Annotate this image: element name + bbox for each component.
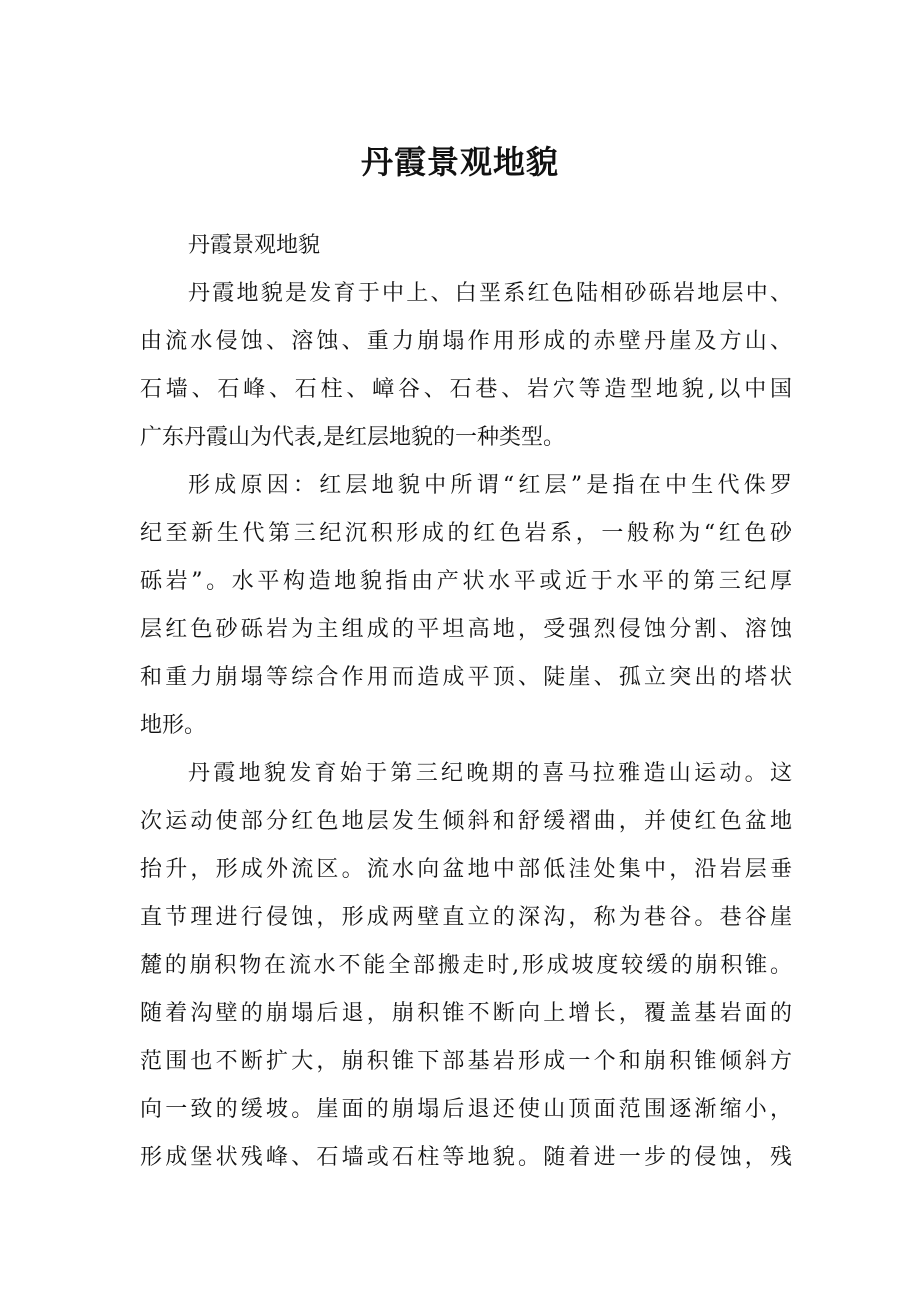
text-line: 直节理进行侵蚀，形成两壁直立的深沟，称为巷谷。巷谷崖: [140, 905, 792, 930]
text-line: 向一致的缓坡。崖面的崩塌后退还使山顶面范围逐渐缩小，: [140, 1097, 792, 1122]
text-line: 次运动使部分红色地层发生倾斜和舒缓褶曲，并使红色盆地: [140, 809, 792, 834]
text-line: 范围也不断扩大，崩积锥下部基岩形成一个和崩积锥倾斜方: [140, 1049, 792, 1074]
text-line: 地形。: [140, 713, 207, 738]
text-line: 层红色砂砾岩为主组成的平坦高地，受强烈侵蚀分割、溶蚀: [140, 617, 792, 642]
document-title: 丹霞景观地貌: [360, 143, 559, 181]
text-line: 随着沟壁的崩塌后退，崩积锥不断向上增长，覆盖基岩面的: [140, 1001, 792, 1026]
text-line: 形成原因：红层地貌中所谓“红层”是指在中生代侏罗: [188, 473, 792, 498]
text-line: 丹霞地貌是发育于中上、白垩系红色陆相砂砾岩地层中、: [188, 281, 792, 306]
text-line: 和重力崩塌等综合作用而造成平顶、陡崖、孤立突出的塔状: [140, 665, 792, 690]
text-line: 广东丹霞山为代表,是红层地貌的一种类型。: [140, 425, 565, 450]
text-line: 由流水侵蚀、溶蚀、重力崩塌作用形成的赤壁丹崖及方山、: [140, 329, 792, 354]
text-line: 砾岩”。水平构造地貌指由产状水平或近于水平的第三纪厚: [140, 569, 792, 594]
text-line: 丹霞景观地貌: [188, 233, 321, 258]
text-line: 纪至新生代第三纪沉积形成的红色岩系，一般称为“红色砂: [140, 521, 792, 546]
document-body: [140, 222, 792, 1182]
text-line: 麓的崩积物在流水不能全部搬走时,形成坡度较缓的崩积锥。: [140, 953, 792, 978]
text-line: 石墙、石峰、石柱、嶂谷、石巷、岩穴等造型地貌,以中国: [140, 377, 792, 402]
text-line: 丹霞地貌发育始于第三纪晚期的喜马拉雅造山运动。这: [188, 761, 792, 786]
text-line: 抬升，形成外流区。流水向盆地中部低洼处集中，沿岩层垂: [140, 857, 792, 882]
text-line: 形成堡状残峰、石墙或石柱等地貌。随着进一步的侵蚀，残: [140, 1145, 792, 1170]
